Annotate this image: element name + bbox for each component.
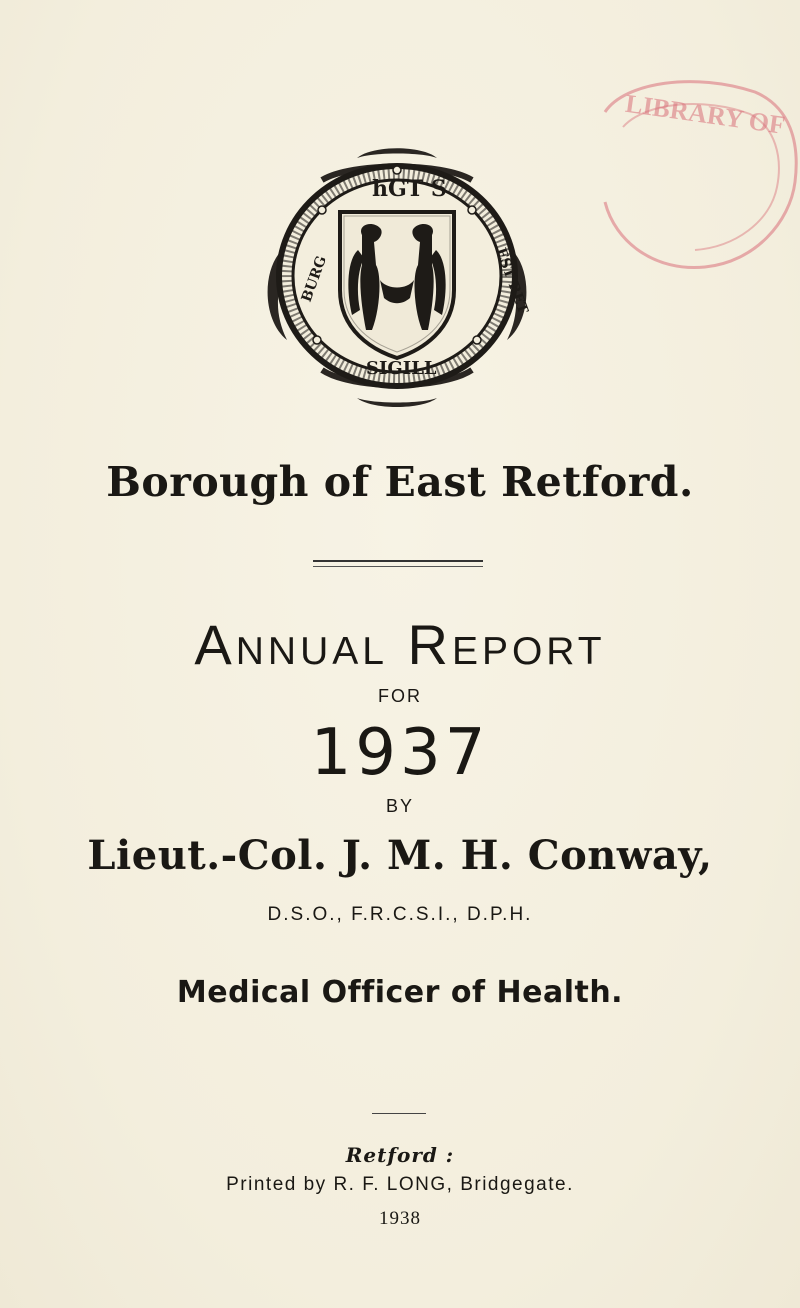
author-name: Lieut.-Col. J. M. H. Conway, <box>87 832 713 879</box>
report-year: 1937 <box>310 716 490 790</box>
imprint-year: 1938 <box>379 1208 421 1229</box>
annual-report-heading: Annual Report <box>194 613 606 676</box>
short-rule-divider <box>372 1113 426 1114</box>
borough-seal <box>262 140 532 412</box>
library-stamp <box>585 72 800 272</box>
imprint-printer: Printed by R. F. LONG, Bridgegate. <box>226 1174 574 1195</box>
author-degrees: D.S.O., F.R.C.S.I., D.P.H. <box>267 904 533 925</box>
author-position: Medical Officer of Health. <box>176 975 624 1010</box>
seal-motto-right: EST RET <box>492 245 531 317</box>
seal-motto-left: BURG <box>298 253 331 305</box>
imprint-place: Retford : <box>345 1143 455 1167</box>
by-label: BY <box>385 796 414 816</box>
seal-motto-bottom: SIGILL <box>366 358 437 379</box>
seal-motto-top: hGT S <box>372 176 447 202</box>
for-label: FOR <box>378 686 422 706</box>
stamp-text: LIBRARY OF <box>623 88 787 140</box>
borough-title: Borough of East Retford. <box>106 458 694 506</box>
double-rule-divider <box>313 560 483 567</box>
